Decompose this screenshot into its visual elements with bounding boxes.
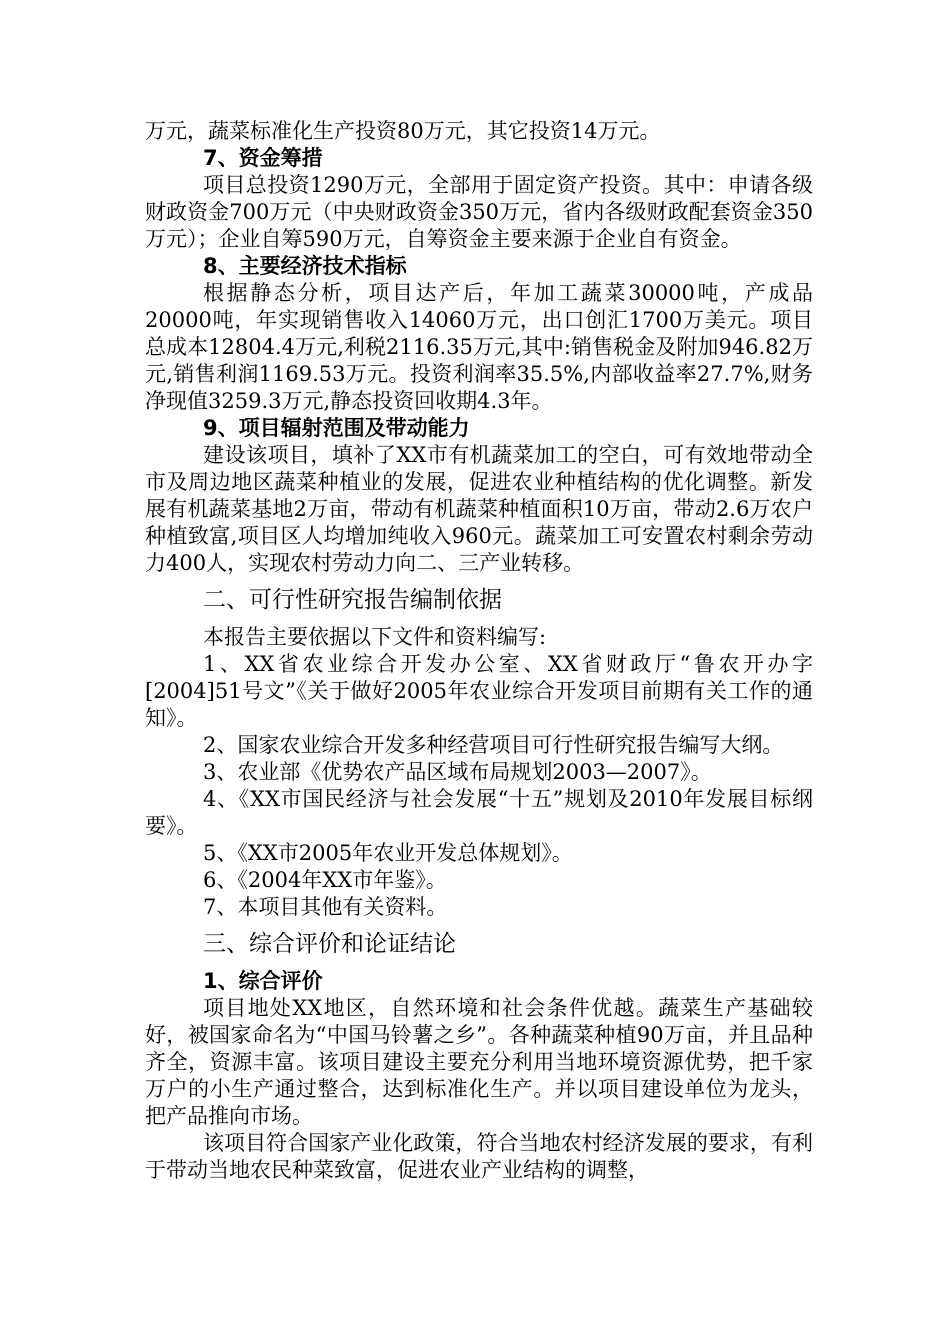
list-item-basis-6: 6、《2004年XX市年鉴》。 [203,868,447,892]
section-heading-7: 7、资金筹措 [203,146,323,170]
section-heading-9: 9、项目辐射范围及带动能力 [203,416,470,440]
paragraph-indicators: 根据静态分析，项目达产后，年加工蔬菜30000吨，产成品20000吨，年实现销售收入14060万元，出口创汇1700万美元。项目总成本12804.4万元,利税2116.35万元,其中:销售税金及附加946.82万元,销售利润1169.53万元。投资利润率35.5%,内部收益率27.7%,财务净现值3259.3万元,静态投资回收期4.3年。 [145,281,813,413]
paragraph-funding: 项目总投资1290万元，全部用于固定资产投资。其中：申请各级财政资金700万元（中央财政资金350万元，省内各级财政配套资金350万元）；企业自筹590万元，自筹资金主要来源于企业自有资金。 [145,173,813,251]
list-item-basis-3: 3、农业部《优势农产品区域布局规划2003—2007》。 [203,760,712,784]
paragraph-continued: 万元，蔬菜标准化生产投资80万元，其它投资14万元。 [145,119,661,143]
document-body [145,118,813,1184]
paragraph-basis-intro: 本报告主要依据以下文件和资料编写: [203,625,547,649]
list-item-basis-7: 7、本项目其他有关资料。 [203,895,448,919]
paragraph-policy: 该项目符合国家产业化政策，符合当地农村经济发展的要求，有利于带动当地农民种菜致富，促进农业产业结构的调整， [145,1131,813,1182]
paragraph-evaluation: 项目地处XX地区，自然环境和社会条件优越。蔬菜生产基础较好，被国家命名为“中国马铃薯之乡”。各种蔬菜种植90万亩，并且品种齐全，资源丰富。该项目建设主要充分利用当地环境资源优势，把千家万户的小生产通过整合，达到标准化生产。并以项目建设单位为龙头，把产品推向市场。 [145,996,813,1128]
chapter-heading-2: 二、可行性研究报告编制依据 [203,587,502,613]
paragraph-radiation: 建设该项目，填补了XX市有机蔬菜加工的空白，可有效地带动全市及周边地区蔬菜种植业的发展，促进农业种植结构的优化调整。新发展有机蔬菜基地2万亩，带动有机蔬菜种植面积10万亩，带动2.6万农户种植致富,项目区人均增加纯收入960元。蔬菜加工可安置农村剩余劳动力400人，实现农村劳动力向二、三产业转移。 [145,443,813,575]
section-heading-eval: 1、综合评价 [203,969,323,993]
list-item-basis-5: 5、《XX市2005年农业开发总体规划》。 [203,841,573,865]
section-heading-8: 8、主要经济技术指标 [203,254,407,278]
list-item-basis-4: 4、《XX市国民经济与社会发展“十五”规划及2010年发展目标纲要》。 [145,787,813,838]
list-item-basis-2: 2、国家农业综合开发多种经营项目可行性研究报告编写大纲。 [203,733,784,757]
chapter-heading-3: 三、综合评价和论证结论 [203,931,456,957]
list-item-basis-1: 1、XX省农业综合开发办公室、XX省财政厅“鲁农开办字[2004]51号文”《关于做好2005年农业综合开发项目前期有关工作的通知》。 [145,652,813,730]
